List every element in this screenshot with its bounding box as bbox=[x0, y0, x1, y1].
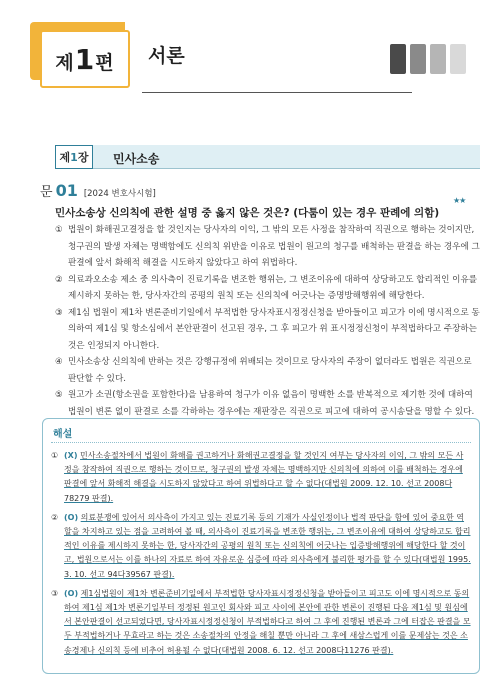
part-header bbox=[30, 22, 482, 80]
explanation-divider bbox=[51, 442, 471, 443]
decorative-blocks bbox=[390, 44, 466, 74]
difficulty-stars: ★★ bbox=[453, 196, 466, 205]
part-label-box bbox=[40, 30, 130, 88]
choice-marker: ③ bbox=[55, 307, 63, 318]
decorative-block bbox=[410, 44, 426, 74]
explanation-item bbox=[51, 511, 471, 582]
part-title: 서론 bbox=[148, 45, 185, 67]
explanation-marker: ③ bbox=[51, 588, 59, 598]
explanation-label: 해설 bbox=[53, 429, 73, 440]
choice-text: 법원이 화해권고결정을 할 것인지는 당사자의 이익, 그 밖의 모든 사정을 참작하여 직권으로 행하는 것이지만, 청구권의 발생 자체는 명백함에도 신의칙 위반을 이유로 법원이 원고의 청구를 배척하는 판결을 하는 경우에 그 판결에 앞서 화해적 해결을 시도하지 않았다고 하여 위법하다. bbox=[68, 225, 480, 268]
explanation-text: 의료분쟁에 있어서 의사측이 가지고 있는 진료기록 등의 기재가 사실인정이나 법적 판단을 함에 있어 중요한 역할을 차지하고 있는 점을 고려하여 볼 때, 의사측이 진료기록을 변조한 행위는, 그 변조이유에 대하여 상당하고도 합리적인 이유를 제시하지 못하는 한, 당사자간의 공평의 원칙 또는 신의칙에 어긋나는 입증방해행위에 해당한다 할 것이고, 법원으로서는 이를 하나의 자료로 하여 자유로운 심증에 따라 의사측에게 불리한 평가를 할 수 있다(대법원 1995. 3. 10. 선고 94다39567 판결). bbox=[64, 512, 471, 579]
question-number: 01 bbox=[55, 181, 78, 200]
explanation-box bbox=[42, 418, 480, 674]
explanation-text: 제1심법원이 제1차 변론준비기일에서 부적법한 당사자표시정정신청을 받아들이고 피고도 이에 명시적으로 동의하여 제1심 제1차 변론기일부터 정정된 원고인 회사와 피고 사이에 본안에 관한 변론이 진행된 다음 제1심 및 원심에서 본안판결이 선고되었다면, 당사자표시정정신청이 부적법하다고 하여 그 후에 진행된 변론과 그에 터잡은 판결을 모두 부적법하거나 무효라고 하는 것은 소송절차의 안정을 해칠 뿐만 아니라 그 후에 새삼스럽게 이를 문제삼는 것은 소송경제나 신의칙 등에 비추어 허용될 수 없다(대법원 2008. 6. 12. 선고 2008다11276 판결). bbox=[64, 588, 471, 655]
choice-text: 의료과오소송 제소 중 의사측이 진료기록을 변조한 행위는, 그 변조이유에 대하여 상당하고도 합리적인 이유를 제시하지 못하는 한, 당사자간의 공평의 원칙 또는 신의칙에 어긋나는 증명방해행위에 해당한다. bbox=[68, 274, 478, 301]
explanation-marker: ① bbox=[51, 451, 59, 460]
explanation-list bbox=[51, 449, 471, 663]
explanation-body bbox=[64, 511, 471, 582]
explanation-body bbox=[64, 449, 471, 506]
explanation-item bbox=[51, 587, 471, 658]
verdict-mark: (X) bbox=[64, 451, 78, 460]
choice-list bbox=[55, 222, 480, 420]
choice-text: 원고가 소권(항소권을 포함한다)을 남용하여 청구가 이유 없음이 명백한 소를 반복적으로 제기한 것에 대하여 법원이 변론 없이 판결로 소를 각하하는 경우에는 재판장은 직권으로 피고에 대하여 공시송달을 명할 수 있다. bbox=[68, 390, 475, 417]
choice-text: 제1심 법원이 제1차 변론준비기일에서 부적법한 당사자표시정정신청을 받아들이고 피고가 이에 명시적으로 동의하여 제1심 및 항소심에서 본안판결이 선고된 경우, 그 후 피고가 위 표시정정신청이 부적법하다고 주장하는 것은 인정되지 아니한다. bbox=[68, 307, 480, 351]
chapter-bar bbox=[55, 145, 480, 169]
choice-text: 민사소송상 신의칙에 반하는 것은 강행규정에 위배되는 것이므로 당사자의 주장이 없더라도 법원은 직권으로 판단할 수 있다. bbox=[68, 357, 472, 384]
decorative-block bbox=[450, 44, 466, 74]
choice-item bbox=[55, 305, 480, 355]
explanation-item bbox=[51, 449, 471, 506]
decorative-block bbox=[390, 44, 406, 74]
choice-marker: ② bbox=[55, 274, 63, 285]
decorative-block bbox=[430, 44, 446, 74]
explanation-body bbox=[64, 587, 471, 658]
question-source: [2024 변호사시험] bbox=[83, 189, 156, 199]
question-stem: 민사소송상 신의칙에 관한 설명 중 옳지 않은 것은? (다툼이 있는 경우 판례에 의함) bbox=[55, 207, 440, 219]
choice-item bbox=[55, 354, 480, 387]
choice-item bbox=[55, 387, 480, 420]
part-label: 제1편 bbox=[55, 42, 115, 76]
explanation-text: 민사소송절차에서 법원이 화해를 권고하거나 화해권고결정을 할 것인지 여부는 당사자의 이익, 그 밖의 모든 사정을 참작하여 직권으로 행하는 것이므로, 청구권의 발생 자체는 명백하지만 신의칙에 의하여 이를 배척하는 경우에 판결에 앞서 화해적 해결을 시도하지 않았다고 하여 위법하다고 할 수 없다(대법원 2009. 12. 10. 선고 2008다78279 판결). bbox=[64, 451, 464, 503]
question-label: 문 bbox=[40, 185, 53, 200]
verdict-mark: (O) bbox=[64, 588, 79, 598]
choice-marker: ⑤ bbox=[55, 390, 63, 400]
chapter-title: 민사소송 bbox=[113, 152, 160, 166]
choice-marker: ① bbox=[55, 225, 63, 235]
part-title-rule bbox=[142, 92, 412, 93]
question-header bbox=[40, 181, 156, 200]
choice-item bbox=[55, 222, 480, 272]
verdict-mark: (O) bbox=[64, 512, 79, 522]
choice-marker: ④ bbox=[55, 357, 63, 367]
explanation-marker: ② bbox=[51, 512, 59, 522]
chapter-tag: 제 1 장 bbox=[55, 145, 93, 169]
choice-item bbox=[55, 272, 480, 305]
